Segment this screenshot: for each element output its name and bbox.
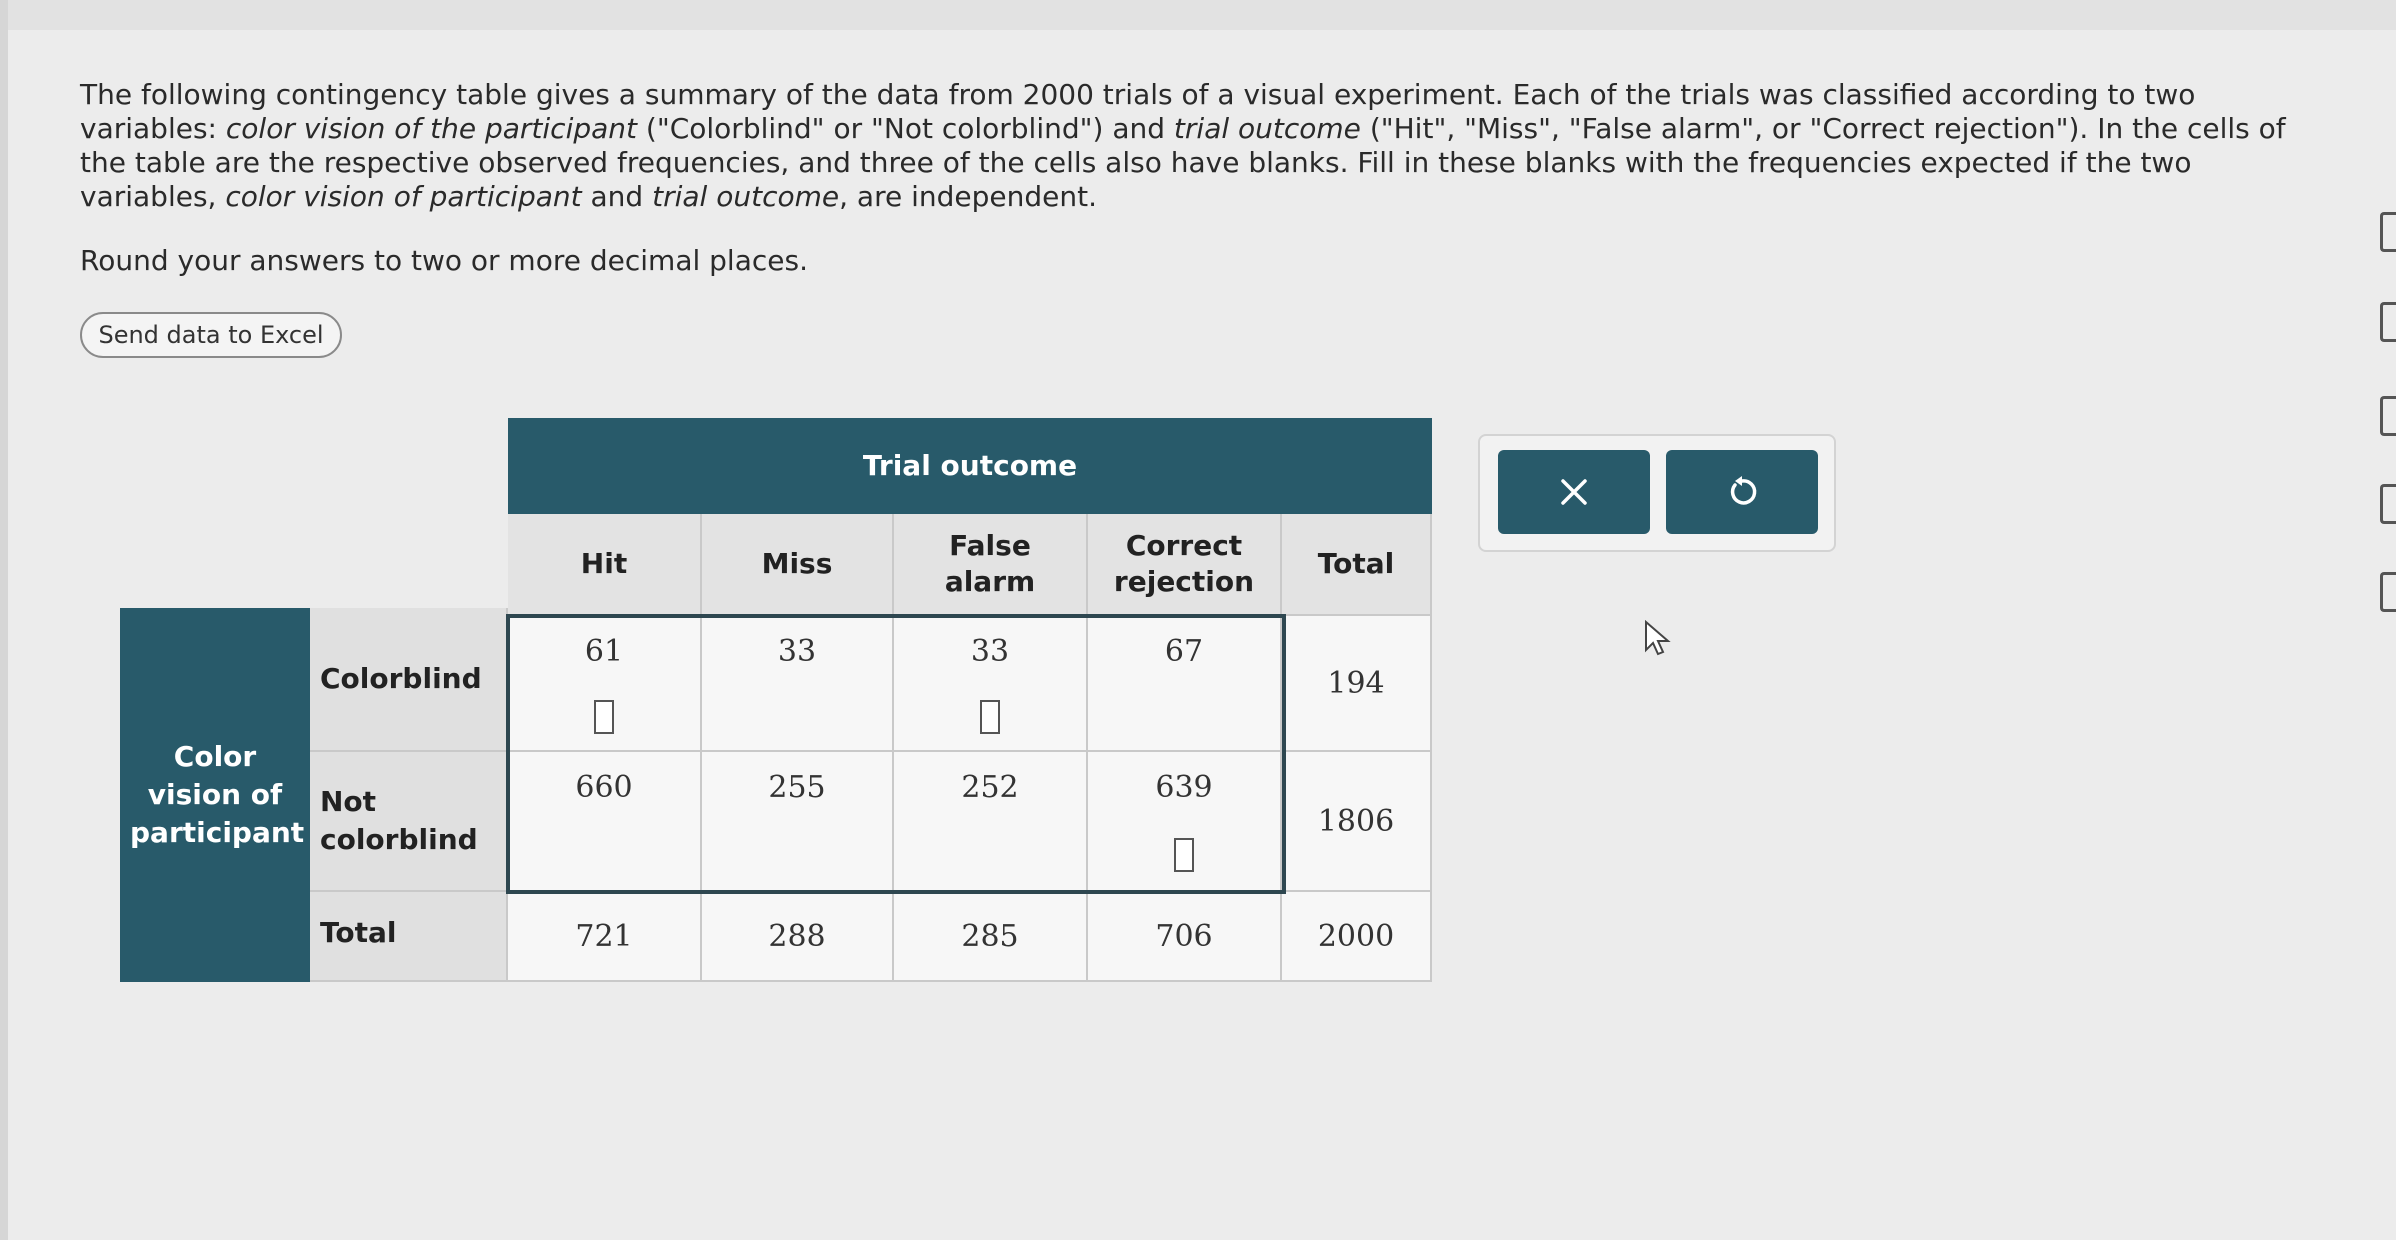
cell-colorblind-false-alarm [894, 616, 1088, 752]
observed-value: 67 [1164, 634, 1204, 669]
observed-value: 61 [584, 634, 624, 669]
sidebar-tool-icon[interactable] [2380, 484, 2396, 524]
col-header-hit [508, 514, 702, 616]
row-label-text: Not colorblind [320, 785, 478, 856]
prompt-text-3: ("Hit", "Miss", "False alarm", or "Correct rejection"). In the cells of the table are the respective observed frequencies, and three of the cells also have blanks. Fill in these blanks with the frequencies expected if the two variables, [80, 112, 2286, 213]
observed-value: 660 [575, 770, 633, 805]
col-header-label: Hit [580, 547, 628, 580]
col-header-correct-rejection [1088, 514, 1282, 616]
column-total-value: 721 [575, 918, 633, 954]
prompt-text-1: The following contingency table gives a summary of the data from 2000 trials of a visual experiment. Each of the trials was classified according to two variables: [80, 78, 2196, 145]
observed-value: 33 [970, 634, 1010, 669]
prompt-text-5: , are independent. [839, 180, 1097, 213]
send-to-excel-button[interactable]: Send data to Excel [80, 312, 342, 358]
col-header-total [1282, 514, 1432, 616]
clear-button[interactable] [1498, 450, 1650, 534]
col-header-label: Total [1317, 547, 1395, 580]
expected-blank-input[interactable] [594, 700, 614, 734]
column-total-value: 706 [1155, 918, 1213, 954]
cell-not-colorblind-hit [508, 752, 702, 892]
column-total-value: 288 [768, 918, 826, 954]
row-label-not-colorblind [310, 752, 508, 892]
action-panel [1478, 434, 1836, 552]
cell-colorblind-correct-rejection [1088, 616, 1282, 752]
col-header-label: Miss [761, 547, 833, 580]
sidebar-tool-icon[interactable] [2380, 396, 2396, 436]
rounding-instruction: Round your answers to two or more decimal places. [80, 244, 808, 277]
prompt-emphasis-1: color vision of the participant [225, 112, 638, 145]
cell-total-false-alarm [894, 892, 1088, 982]
row-total-value: 1806 [1317, 803, 1395, 839]
column-total-value: 285 [961, 918, 1019, 954]
cell-not-colorblind-correct-rejection [1088, 752, 1282, 892]
col-header-label: False alarm [944, 529, 1036, 598]
left-band [0, 0, 8, 1240]
prompt-emphasis-2: trial outcome [1173, 112, 1361, 145]
cell-colorblind-miss [702, 616, 894, 752]
cell-not-colorblind-miss [702, 752, 894, 892]
undo-icon [1725, 475, 1759, 509]
row-total-value: 194 [1327, 665, 1385, 701]
observed-value: 255 [768, 770, 826, 805]
expected-blank-input[interactable] [980, 700, 1000, 734]
undo-button[interactable] [1666, 450, 1818, 534]
col-header-false-alarm [894, 514, 1088, 616]
col-header-miss [702, 514, 894, 616]
row-label-total [310, 892, 508, 982]
cell-total-miss [702, 892, 894, 982]
prompt-text-2: ("Colorblind" or "Not colorblind") and [637, 112, 1174, 145]
row-group-label: Color vision of participant [130, 740, 305, 849]
expected-blank-input[interactable] [1174, 838, 1194, 872]
observed-value: 252 [961, 770, 1019, 805]
observed-value: 639 [1155, 770, 1213, 805]
prompt-emphasis-3: color vision of participant [225, 180, 582, 213]
cell-colorblind-hit [508, 616, 702, 752]
question-prompt [80, 78, 2310, 214]
sidebar-tool-icon[interactable] [2380, 302, 2396, 342]
grand-total-value: 2000 [1317, 918, 1395, 954]
mouse-cursor-icon [1644, 620, 1674, 660]
column-group-header [508, 418, 1432, 514]
row-group-header [120, 608, 310, 982]
observed-value: 33 [777, 634, 817, 669]
row-label-colorblind [310, 608, 508, 752]
cell-not-colorblind-total [1282, 752, 1432, 892]
row-label-text: Total [320, 916, 397, 949]
cell-total-hit [508, 892, 702, 982]
sidebar-tool-icon[interactable] [2380, 212, 2396, 252]
cell-not-colorblind-false-alarm [894, 752, 1088, 892]
cell-colorblind-total [1282, 616, 1432, 752]
sidebar-tool-icon[interactable] [2380, 572, 2396, 612]
prompt-text-4: and [581, 180, 653, 213]
row-label-text: Colorblind [320, 662, 482, 695]
cell-total-grand [1282, 892, 1432, 982]
top-band [0, 0, 2396, 30]
prompt-emphasis-4: trial outcome [652, 180, 840, 213]
column-group-label: Trial outcome [862, 449, 1078, 482]
close-icon [1557, 475, 1591, 509]
cell-total-correct-rejection [1088, 892, 1282, 982]
col-header-label: Correct rejection [1113, 529, 1255, 598]
